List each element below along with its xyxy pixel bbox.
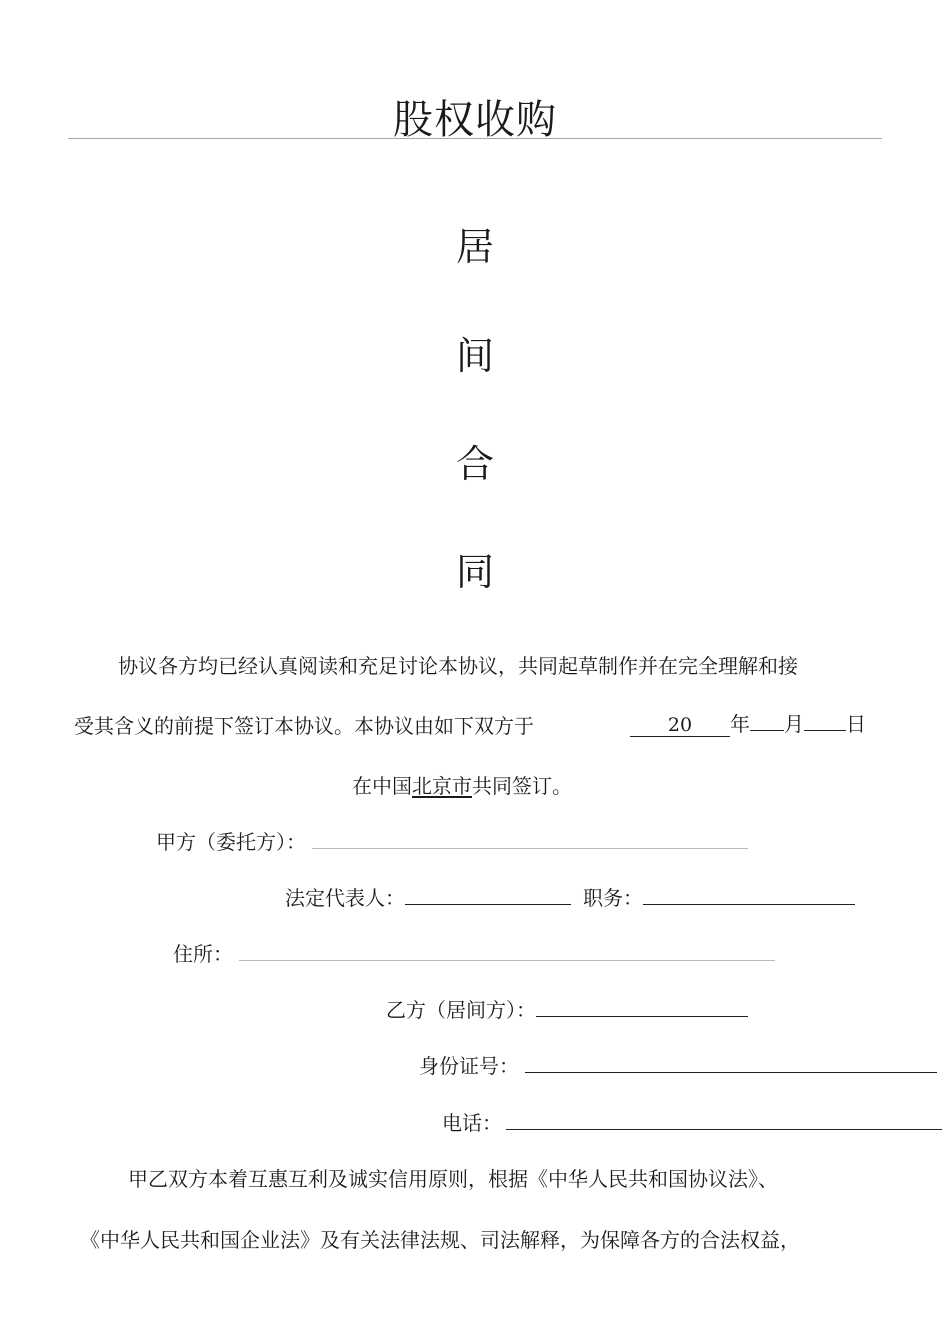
party-b-label: 乙方（居间方）： bbox=[386, 998, 536, 1022]
address-blank[interactable] bbox=[239, 942, 775, 961]
day-label: 日 bbox=[846, 712, 866, 736]
phone-label: 电话： bbox=[442, 1111, 502, 1135]
position-blank[interactable] bbox=[643, 886, 855, 905]
header-divider bbox=[68, 138, 882, 139]
id-number-label: 身份证号： bbox=[419, 1054, 519, 1078]
position-label: 职务： bbox=[583, 886, 643, 910]
intro-line-3 bbox=[352, 770, 572, 799]
phone-row bbox=[442, 1107, 942, 1136]
date-month-blank[interactable] bbox=[750, 712, 784, 731]
address-label: 住所： bbox=[173, 942, 233, 966]
address-row bbox=[173, 938, 775, 967]
month-label: 月 bbox=[784, 712, 804, 736]
year-label: 年 bbox=[730, 712, 750, 736]
header-title: 股权收购 bbox=[393, 97, 557, 143]
party-a-row bbox=[156, 826, 748, 855]
intro-line-3-prefix: 在中国 bbox=[352, 774, 412, 798]
date-day-blank[interactable] bbox=[804, 712, 846, 731]
doc-title-char-4: 同 bbox=[455, 550, 494, 594]
id-number-blank[interactable] bbox=[525, 1054, 937, 1073]
legal-rep-label: 法定代表人： bbox=[285, 886, 405, 910]
doc-title-char-1: 居 bbox=[455, 225, 494, 269]
id-number-row bbox=[419, 1050, 937, 1079]
doc-title-char-3: 合 bbox=[455, 442, 494, 486]
preamble-line-1: 甲乙双方本着互惠互利及诚实信用原则，根据《中华人民共和国协议法》、 bbox=[128, 1167, 778, 1191]
doc-title-char-2: 间 bbox=[455, 334, 494, 378]
preamble-line-2: 《中华人民共和国企业法》及有关法律法规、司法解释，为保障各方的合法权益， bbox=[80, 1228, 800, 1252]
party-a-label: 甲方（委托方）： bbox=[156, 830, 306, 854]
date-year-blank[interactable]: 20 bbox=[630, 714, 730, 737]
signing-date bbox=[630, 708, 866, 737]
intro-line-2: 受其含义的前提下签订本协议。本协议由如下双方于 bbox=[74, 714, 534, 738]
party-a-blank[interactable] bbox=[312, 830, 748, 849]
legal-rep-row bbox=[285, 882, 855, 911]
party-b-blank[interactable] bbox=[536, 998, 748, 1017]
intro-line-3-suffix: 共同签订。 bbox=[472, 774, 572, 798]
party-b-row bbox=[386, 994, 748, 1023]
intro-line-1: 协议各方均已经认真阅读和充足讨论本协议，共同起草制作并在完全理解和接 bbox=[118, 654, 798, 678]
signing-city: 北京市 bbox=[412, 774, 472, 798]
phone-blank[interactable] bbox=[506, 1111, 942, 1130]
legal-rep-blank[interactable] bbox=[405, 886, 571, 905]
